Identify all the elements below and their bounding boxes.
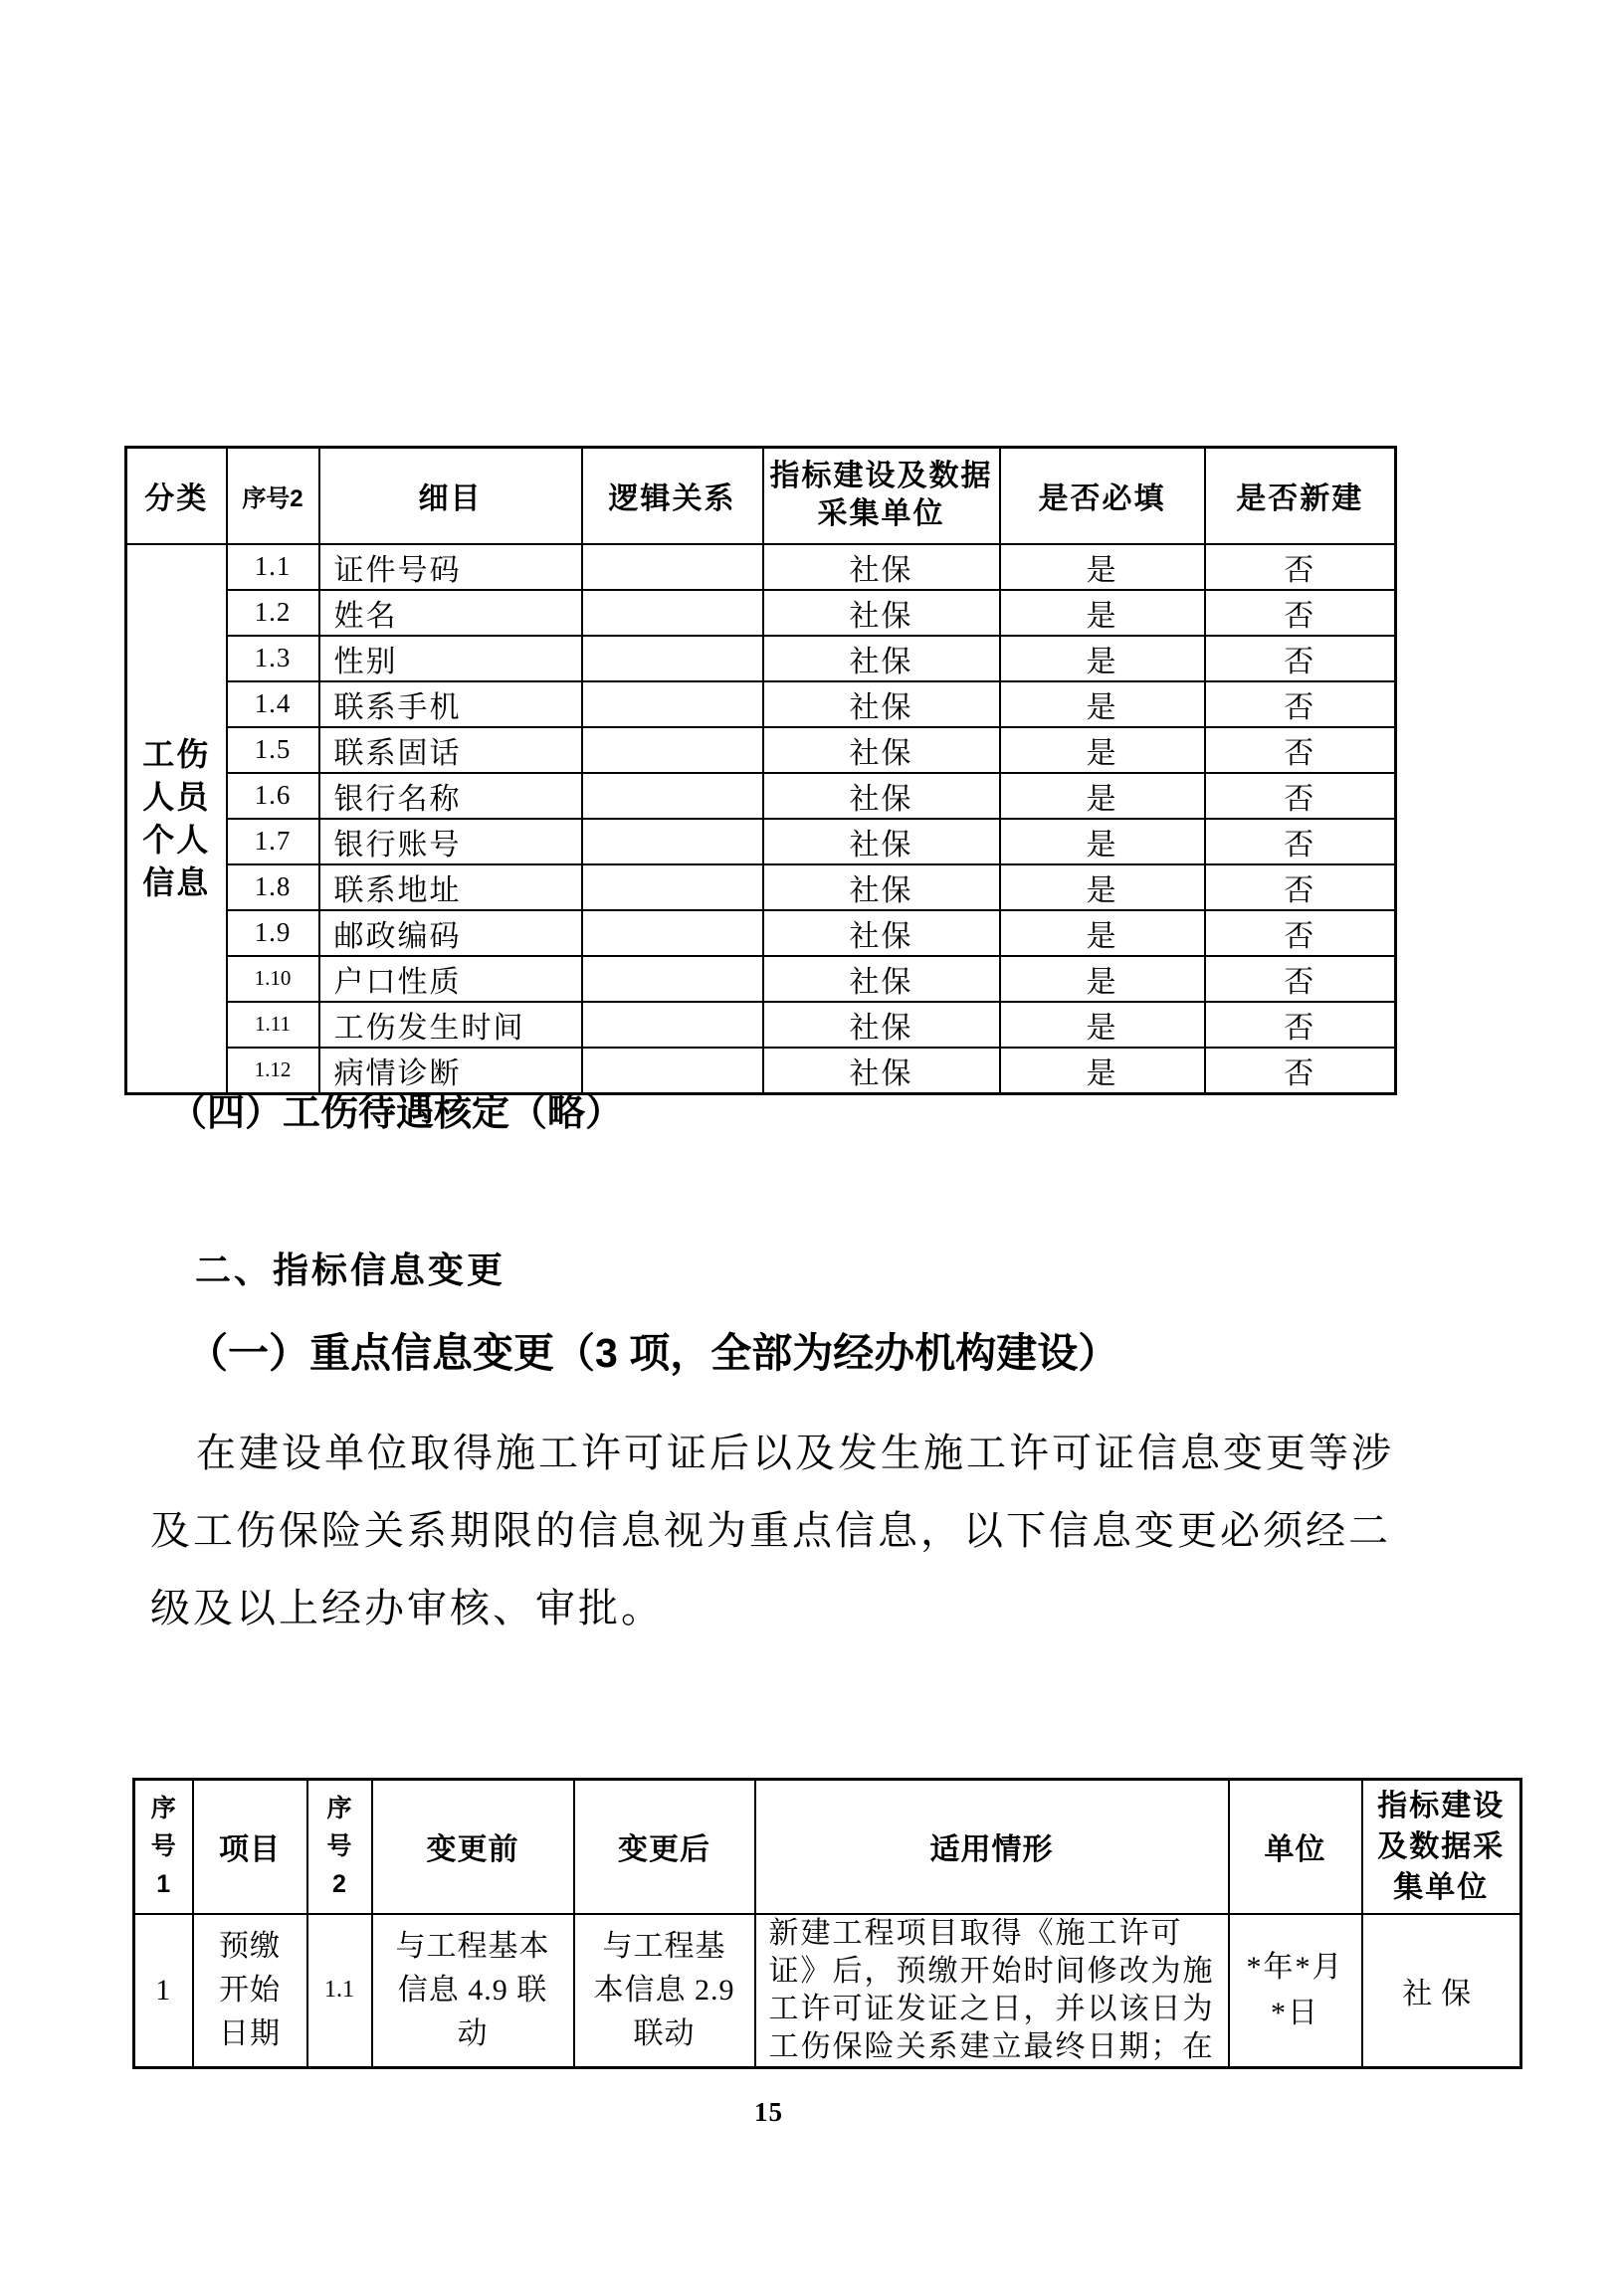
header-collect-line: 指标建设	[1377, 1789, 1506, 1822]
cell-seq: 1.12	[227, 1048, 319, 1094]
cell-required: 是	[1000, 864, 1205, 910]
section-four-heading: （四）工伤待遇核定（略）	[169, 1092, 624, 1134]
cell-required: 是	[1000, 956, 1205, 1002]
before-line: 与工程基本	[395, 1929, 550, 1963]
cell-item: 银行名称	[319, 773, 582, 819]
cell-seq: 1.5	[227, 727, 319, 773]
cell-seq: 1.3	[227, 636, 319, 681]
header-project: 项目	[193, 1780, 307, 1914]
cell-seq1: 1	[134, 1914, 193, 2068]
cell-seq: 1.8	[227, 864, 319, 910]
header-logic: 逻辑关系	[582, 448, 763, 544]
paragraph-line: 及工伤保险关系期限的信息视为重点信息，以下信息变更必须经二	[150, 1508, 1391, 1553]
cell-unit: 社保	[763, 1002, 1000, 1048]
after-line: 与工程基	[602, 1929, 726, 1963]
cell-required: 是	[1000, 590, 1205, 636]
header-before-change: 变更前	[372, 1780, 574, 1914]
table-row	[126, 681, 1396, 727]
cell-after-change	[574, 1914, 755, 2068]
cell-new-build: 否	[1205, 727, 1396, 773]
cell-new-build: 否	[1205, 590, 1396, 636]
before-line: 动	[457, 2016, 489, 2050]
cell-required: 是	[1000, 1048, 1205, 1094]
header-after-change: 变更后	[574, 1780, 755, 1914]
cell-new-build: 否	[1205, 956, 1396, 1002]
header-required: 是否必填	[1000, 448, 1205, 544]
category-line: 信息	[142, 863, 211, 900]
injury-personal-info-table	[124, 446, 1397, 1095]
cell-new-build: 否	[1205, 636, 1396, 681]
cell-logic	[582, 727, 763, 773]
cell-item: 银行账号	[319, 819, 582, 864]
paragraph-line: 在建设单位取得施工许可证后以及发生施工许可证信息变更等涉	[196, 1431, 1394, 1475]
cell-unit: 社保	[763, 590, 1000, 636]
header-seq2-line: 序	[326, 1795, 352, 1823]
cell-seq: 1.7	[227, 819, 319, 864]
cell-new-build: 否	[1205, 1002, 1396, 1048]
project-line: 日期	[219, 2016, 281, 2050]
header-build-unit-line1: 指标建设及数据	[769, 460, 993, 493]
cell-collect-unit: 社保	[1362, 1914, 1521, 2068]
table-row	[126, 819, 1396, 864]
table-row	[126, 1002, 1396, 1048]
header-collect-unit	[1362, 1780, 1521, 1914]
table-row	[126, 864, 1396, 910]
cell-new-build: 否	[1205, 910, 1396, 956]
cell-new-build: 否	[1205, 773, 1396, 819]
scenario-line: 证》后，预缴开始时间修改为施	[768, 1954, 1215, 1988]
category-line: 人员	[142, 778, 211, 815]
header-new-build: 是否新建	[1205, 448, 1396, 544]
category-line: 个人	[142, 821, 211, 858]
table1-header-row	[126, 448, 1396, 544]
header-category: 分类	[126, 448, 227, 544]
header-seq1-line: 序	[150, 1795, 176, 1823]
cell-logic	[582, 544, 763, 590]
table-row	[134, 1914, 1521, 2068]
project-line: 预缴	[219, 1929, 281, 1963]
header-seq2	[307, 1780, 372, 1914]
cell-seq: 1.4	[227, 681, 319, 727]
cell-unit: 社保	[763, 864, 1000, 910]
cell-logic	[582, 864, 763, 910]
cell-scenario	[755, 1914, 1229, 2068]
cell-unit-format	[1229, 1914, 1362, 2068]
cell-logic	[582, 636, 763, 681]
cell-seq: 1.11	[227, 1002, 319, 1048]
cell-new-build: 否	[1205, 864, 1396, 910]
cell-item: 联系手机	[319, 681, 582, 727]
table-row	[126, 773, 1396, 819]
table-row	[126, 910, 1396, 956]
cell-project	[193, 1914, 307, 2068]
scenario-line: 工伤保险关系建立最终日期；在	[768, 2029, 1215, 2063]
paragraph-line: 级及以上经办审核、审批。	[150, 1586, 664, 1630]
subsection-one-heading: （一）重点信息变更（3 项，全部为经办机构建设）	[187, 1330, 1119, 1376]
cell-required: 是	[1000, 636, 1205, 681]
cell-item: 病情诊断	[319, 1048, 582, 1094]
scenario-line: 新建工程项目取得《施工许可	[768, 1916, 1183, 1950]
cell-seq2: 1.1	[307, 1914, 372, 2068]
table-row	[126, 956, 1396, 1002]
header-seq1-line: 号	[150, 1832, 176, 1861]
cell-item: 联系地址	[319, 864, 582, 910]
cell-unit: 社保	[763, 1048, 1000, 1094]
cell-logic	[582, 819, 763, 864]
header-seq1	[134, 1780, 193, 1914]
cell-seq: 1.6	[227, 773, 319, 819]
unit-line: *年*月	[1246, 1950, 1344, 1984]
cell-unit: 社保	[763, 910, 1000, 956]
cell-item: 联系固话	[319, 727, 582, 773]
cell-required: 是	[1000, 1002, 1205, 1048]
table2-header-row	[134, 1780, 1521, 1914]
after-line: 联动	[633, 2016, 696, 2050]
section-two-heading: 二、指标信息变更	[195, 1249, 506, 1290]
cell-seq: 1.2	[227, 590, 319, 636]
header-seq2-line: 号	[326, 1832, 352, 1861]
cell-required: 是	[1000, 773, 1205, 819]
project-line: 开始	[219, 1973, 281, 2007]
table-row	[126, 636, 1396, 681]
header-unit: 单位	[1229, 1780, 1362, 1914]
cell-unit: 社保	[763, 636, 1000, 681]
header-build-unit-line2: 采集单位	[817, 497, 945, 531]
cell-required: 是	[1000, 681, 1205, 727]
cell-logic	[582, 910, 763, 956]
header-seq2: 序号2	[227, 448, 319, 544]
cell-seq: 1.10	[227, 956, 319, 1002]
cell-logic	[582, 1002, 763, 1048]
before-line: 信息 4.9 联	[397, 1973, 548, 2007]
cell-unit: 社保	[763, 681, 1000, 727]
cell-unit: 社保	[763, 727, 1000, 773]
key-info-change-table	[132, 1778, 1522, 2069]
cell-item: 证件号码	[319, 544, 582, 590]
cell-seq: 1.9	[227, 910, 319, 956]
scenario-line: 工许可证发证之日，并以该日为	[768, 1992, 1215, 2025]
cell-logic	[582, 773, 763, 819]
after-line: 本信息 2.9	[593, 1973, 735, 2007]
table-row	[126, 590, 1396, 636]
table-row	[126, 544, 1396, 590]
header-collect-line: 集单位	[1393, 1870, 1490, 1904]
cell-new-build: 否	[1205, 819, 1396, 864]
cell-before-change	[372, 1914, 574, 2068]
cell-item: 邮政编码	[319, 910, 582, 956]
cell-seq: 1.1	[227, 544, 319, 590]
cell-item: 户口性质	[319, 956, 582, 1002]
header-scenario: 适用情形	[755, 1780, 1229, 1914]
cell-item: 姓名	[319, 590, 582, 636]
page-number: 15	[754, 2097, 783, 2127]
header-build-unit	[763, 448, 1000, 544]
cell-logic	[582, 956, 763, 1002]
cell-new-build: 否	[1205, 544, 1396, 590]
cell-unit: 社保	[763, 956, 1000, 1002]
cell-required: 是	[1000, 544, 1205, 590]
category-cell	[126, 544, 227, 1094]
cell-required: 是	[1000, 910, 1205, 956]
category-line: 工伤	[142, 735, 211, 772]
cell-unit: 社保	[763, 819, 1000, 864]
header-collect-line: 及数据采	[1377, 1829, 1506, 1863]
table-row	[126, 727, 1396, 773]
cell-logic	[582, 681, 763, 727]
cell-item: 性别	[319, 636, 582, 681]
cell-new-build: 否	[1205, 681, 1396, 727]
cell-unit: 社保	[763, 544, 1000, 590]
header-seq2-line: 2	[332, 1870, 346, 1899]
cell-logic	[582, 590, 763, 636]
header-seq1-line: 1	[156, 1870, 171, 1899]
cell-item: 工伤发生时间	[319, 1002, 582, 1048]
header-item: 细目	[319, 448, 582, 544]
cell-new-build: 否	[1205, 1048, 1396, 1094]
cell-required: 是	[1000, 819, 1205, 864]
unit-line: *日	[1271, 1996, 1319, 2029]
cell-required: 是	[1000, 727, 1205, 773]
body-paragraph	[150, 1415, 1424, 1647]
cell-unit: 社保	[763, 773, 1000, 819]
